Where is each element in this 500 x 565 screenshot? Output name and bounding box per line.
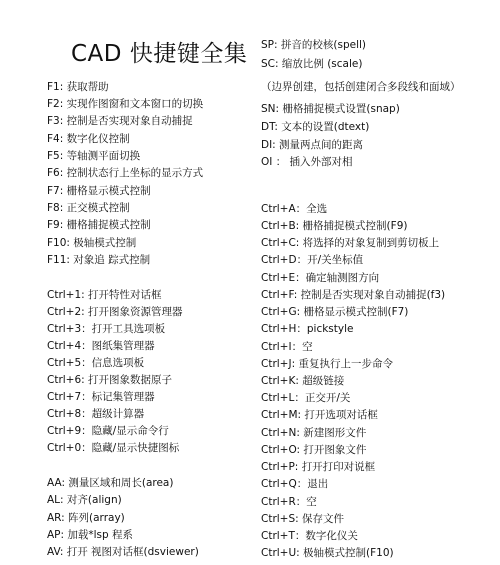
shortcut-line: Ctrl+P: 打开打印对说框 bbox=[261, 461, 376, 473]
shortcut-line: F1: 获取帮助 bbox=[47, 81, 109, 93]
shortcut-line: F2: 实现作图窗和文本窗口的切换 bbox=[47, 98, 204, 110]
shortcut-line: F5: 等轴测平面切换 bbox=[47, 150, 141, 162]
shortcut-line: AV: 打开 视图对话框(dsviewer) bbox=[47, 546, 199, 558]
shortcut-line: Ctrl+5：信息选项板 bbox=[47, 357, 145, 369]
shortcut-line: SN: 栅格捕捉模式设置(snap) bbox=[261, 103, 400, 115]
shortcut-line: Ctrl+1: 打开特性对话框 bbox=[47, 289, 162, 301]
shortcut-line: Ctrl+4：图纸集管理器 bbox=[47, 340, 155, 352]
shortcut-line: Ctrl+A：全选 bbox=[261, 203, 328, 215]
shortcut-line: Ctrl+J: 重复执行上一步命令 bbox=[261, 358, 393, 370]
shortcut-line: F7: 栅格显示模式控制 bbox=[47, 185, 151, 197]
shortcut-line: SP: 拼音的校核(spell) bbox=[261, 39, 366, 51]
shortcut-line: Ctrl+S: 保存文件 bbox=[261, 513, 345, 525]
shortcut-line: Ctrl+6: 打开图象数据原子 bbox=[47, 374, 173, 386]
shortcut-line: Ctrl+Q：退出 bbox=[261, 478, 329, 490]
shortcut-line: F9: 栅格捕捉模式控制 bbox=[47, 219, 151, 231]
shortcut-line: DT: 文本的设置(dtext) bbox=[261, 121, 370, 133]
shortcut-line: Ctrl+H：pickstyle bbox=[261, 323, 354, 335]
shortcut-line: Ctrl+3：打开工具选项板 bbox=[47, 323, 166, 335]
shortcut-line: Ctrl+G: 栅格显示模式控制(F7) bbox=[261, 306, 409, 318]
shortcut-line: （边界创建，包括创建闭合多段线和面域） bbox=[261, 81, 461, 93]
shortcut-line: Ctrl+B: 栅格捕捉模式控制(F9) bbox=[261, 220, 408, 232]
shortcut-line: Ctrl+C: 将选择的对象复制到剪切板上 bbox=[261, 237, 440, 249]
shortcut-line: AA: 测量区域和周长(area) bbox=[47, 477, 174, 489]
shortcut-line: AR: 阵列(array) bbox=[47, 512, 125, 524]
shortcut-line: Ctrl+F: 控制是否实现对象自动捕捉(f3) bbox=[261, 289, 446, 301]
shortcut-line: Ctrl+7：标记集管理器 bbox=[47, 391, 155, 403]
shortcut-line: DI: 测量两点间的距离 bbox=[261, 139, 364, 151]
shortcut-line: Ctrl+T：数字化仪关 bbox=[261, 530, 358, 542]
shortcut-line: Ctrl+L：正交开/关 bbox=[261, 392, 351, 404]
shortcut-line: F6: 控制状态行上坐标的显示方式 bbox=[47, 167, 204, 179]
shortcut-line: AL: 对齐(align) bbox=[47, 494, 122, 506]
shortcut-line: Ctrl+2: 打开图象资源管理器 bbox=[47, 306, 183, 318]
shortcut-line: Ctrl+R：空 bbox=[261, 496, 317, 508]
shortcut-line: F11: 对象追 踪式控制 bbox=[47, 254, 151, 266]
shortcut-line: Ctrl+0：隐藏/显示快捷图标 bbox=[47, 442, 180, 454]
shortcut-line: Ctrl+N: 新建图形文件 bbox=[261, 427, 367, 439]
shortcut-line: Ctrl+E：确定轴测图方向 bbox=[261, 272, 380, 284]
shortcut-line: F10: 极轴模式控制 bbox=[47, 237, 137, 249]
shortcut-line: OI ： 插入外部对相 bbox=[261, 156, 353, 168]
shortcut-line: Ctrl+I：空 bbox=[261, 341, 313, 353]
shortcut-line: F3: 控制是否实现对象自动捕捉 bbox=[47, 115, 193, 127]
shortcut-line: F4: 数字化仪控制 bbox=[47, 133, 130, 145]
page-title: CAD 快捷键全集 bbox=[71, 41, 248, 67]
shortcut-line: Ctrl+9：隐藏/显示命令行 bbox=[47, 425, 169, 437]
shortcut-line: Ctrl+K: 超级链接 bbox=[261, 375, 345, 387]
shortcut-line: Ctrl+U: 极轴模式控制(F10) bbox=[261, 547, 394, 559]
shortcut-line: AP: 加载*lsp 程系 bbox=[47, 529, 134, 541]
shortcut-line: Ctrl+8：超级计算器 bbox=[47, 408, 145, 420]
shortcut-line: Ctrl+O: 打开图象文件 bbox=[261, 444, 367, 456]
shortcut-line: Ctrl+D：开/关坐标值 bbox=[261, 254, 364, 266]
shortcut-line: SC: 缩放比例 (scale) bbox=[261, 58, 363, 70]
shortcut-line: F8: 正交模式控制 bbox=[47, 202, 130, 214]
shortcut-line: Ctrl+M: 打开选项对话框 bbox=[261, 409, 378, 421]
